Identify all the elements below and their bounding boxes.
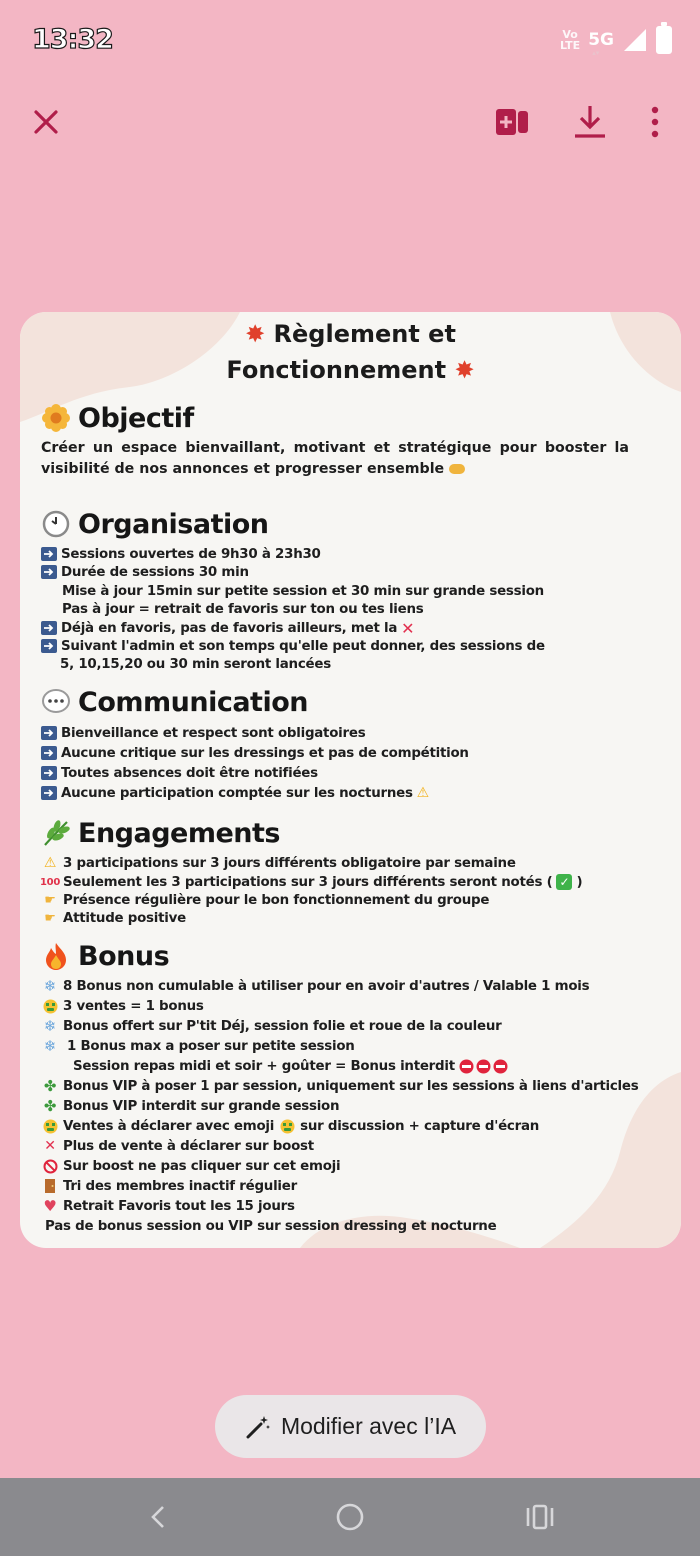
door-icon — [41, 1178, 59, 1194]
right-arrow-icon — [41, 786, 57, 800]
section-heading-organisation: Organisation — [40, 508, 269, 540]
compare-button[interactable] — [484, 90, 540, 154]
snowflake-icon: ❄ — [43, 977, 57, 995]
viewer-toolbar — [0, 90, 700, 154]
close-icon — [32, 108, 60, 136]
right-arrow-icon — [41, 621, 57, 635]
status-time: 13:32 — [32, 24, 113, 55]
nav-back-button[interactable] — [118, 1478, 198, 1556]
organisation-line: Pas à jour = retrait de favoris sur ton ou tes liens — [62, 601, 424, 617]
hundred-points-icon: 100 — [39, 876, 61, 888]
close-button[interactable] — [18, 90, 74, 154]
collision-icon: ✸ — [454, 356, 475, 384]
more-vert-icon — [650, 106, 660, 138]
bonus-line: ♥ Retrait Favoris tout les 15 jours — [41, 1196, 295, 1216]
money-mouth-face-icon — [278, 1118, 296, 1134]
nav-recents-button[interactable] — [500, 1478, 580, 1556]
snowflake-icon: ❄ — [43, 1017, 57, 1035]
communication-line: Aucune participation comptée sur les nocturnes ⚠ — [41, 783, 429, 803]
warning-icon: ⚠ — [43, 855, 57, 871]
battery-icon — [656, 26, 672, 54]
right-arrow-icon — [41, 766, 57, 780]
right-arrow-icon — [41, 547, 57, 561]
magic-wand-icon — [245, 1414, 271, 1440]
speech-bubble-icon — [40, 686, 72, 718]
organisation-line: Suivant l'admin et son temps qu'elle peut donner, des sessions de — [41, 636, 545, 656]
objectif-text: Créer un espace bienvaillant, motivant et stratégique pour booster la visibilité de nos annonces et progresser ensemble — [41, 440, 629, 477]
herb-icon — [40, 817, 72, 849]
volte-indicator: Vo LTE — [559, 28, 581, 52]
organisation-line: Mise à jour 15min sur petite session et 30 min sur grande session — [62, 583, 544, 599]
nav-home-button[interactable] — [310, 1478, 390, 1556]
pointing-hand-icon: ☛ — [44, 910, 56, 926]
bonus-line: Pas de bonus session ou VIP sur session dressing et nocturne — [45, 1218, 497, 1234]
bonus-line: ✕ Plus de vente à déclarer sur boost — [41, 1136, 314, 1156]
home-icon — [335, 1502, 365, 1532]
section-heading-bonus: Bonus — [40, 940, 169, 972]
edit-with-ai-button[interactable] — [215, 1395, 486, 1458]
section-heading-engagements: Engagements — [40, 817, 280, 849]
section-heading-objectif: Objectif — [40, 402, 194, 434]
communication-line: Toutes absences doit être notifiées — [41, 763, 318, 783]
engagements-line: 100 Seulement les 3 participations sur 3 jours différents seront notés ( ✓ ) — [39, 874, 583, 890]
no-entry-icons — [459, 1059, 509, 1074]
system-navigation-bar — [0, 1478, 700, 1556]
money-mouth-face-icon — [41, 998, 59, 1014]
cross-mark-icon: ✕ — [44, 1138, 56, 1154]
section-heading-communication: Communication — [40, 686, 308, 718]
more-options-button[interactable] — [627, 90, 683, 154]
check-mark-button-icon: ✓ — [556, 874, 572, 890]
broken-heart-icon: ♥ — [43, 1197, 57, 1215]
four-leaf-clover-icon: ✤ — [43, 1097, 57, 1115]
bonus-line: ✤ Bonus VIP à poser 1 par session, uniquement sur les sessions à liens d'articles — [41, 1076, 638, 1096]
bonus-line: ❄ 1 Bonus max a poser sur petite session — [41, 1036, 355, 1056]
bonus-line: ❄ Bonus offert sur P'tit Déj, session folie et roue de la couleur — [41, 1016, 501, 1036]
flower-icon — [40, 402, 72, 434]
bonus-line: Ventes à déclarer avec emoji sur discussion + capture d'écran — [41, 1116, 539, 1136]
recents-icon — [525, 1504, 555, 1530]
document-image[interactable] — [20, 312, 681, 1248]
organisation-line: 5, 10,15,20 ou 30 min seront lancées — [60, 656, 331, 672]
status-indicators — [559, 26, 672, 57]
engagements-line: ☛ Présence régulière pour le bon fonctionnement du groupe — [41, 890, 489, 910]
bonus-line: Tri des membres inactif régulier — [41, 1176, 297, 1196]
document-title-line2: Fonctionnement ✸ — [226, 356, 475, 384]
fire-icon — [40, 940, 72, 972]
collision-icon: ✸ — [245, 320, 266, 348]
data-activity-icon: ▴▾ — [592, 49, 600, 57]
snowflake-icon: ❄ — [43, 1037, 57, 1055]
organisation-line: Déjà en favoris, pas de favoris ailleurs, met la ✕ — [41, 618, 414, 638]
bonus-line: ✤ Bonus VIP interdit sur grande session — [41, 1096, 339, 1116]
engagements-line: ☛ Attitude positive — [41, 908, 186, 928]
right-arrow-icon — [41, 639, 57, 653]
organisation-line: Sessions ouvertes de 9h30 à 23h30 — [41, 544, 321, 564]
prohibited-icon — [41, 1158, 59, 1174]
organisation-line: Durée de sessions 30 min — [41, 562, 249, 582]
right-arrow-icon — [41, 565, 57, 579]
back-icon — [147, 1504, 169, 1530]
four-leaf-clover-icon: ✤ — [43, 1077, 57, 1095]
right-arrow-icon — [41, 746, 57, 760]
warning-icon: ⚠ — [416, 785, 429, 801]
status-bar — [0, 0, 700, 80]
pointing-hand-icon: ☛ — [44, 892, 56, 908]
communication-line: Bienveillance et respect sont obligatoires — [41, 723, 365, 743]
network-type: 5G ▴▾ — [588, 30, 614, 57]
communication-line: Aucune critique sur les dressings et pas de compétition — [41, 743, 469, 763]
compare-icon — [495, 107, 529, 137]
engagements-line: ⚠ 3 participations sur 3 jours différents obligatoire par semaine — [41, 853, 516, 873]
bonus-line: Session repas midi et soir + goûter = Bonus interdit — [73, 1056, 509, 1076]
clock-icon — [40, 508, 72, 540]
handshake-icon — [449, 464, 465, 474]
bonus-line: ❄ 8 Bonus non cumulable à utiliser pour en avoir d'autres / Valable 1 mois — [41, 976, 589, 996]
signal-icon — [622, 27, 648, 53]
download-button[interactable] — [562, 90, 618, 154]
document-title: ✸ Règlement et — [245, 320, 456, 348]
money-mouth-face-icon — [41, 1118, 59, 1134]
bonus-line: 3 ventes = 1 bonus — [41, 996, 204, 1016]
bonus-line: Sur boost ne pas cliquer sur cet emoji — [41, 1156, 340, 1176]
document-content — [20, 312, 681, 1248]
cross-mark-icon: ✕ — [401, 618, 415, 638]
edit-with-ai-label: Modifier avec l’IA — [280, 1413, 457, 1439]
download-icon — [573, 104, 607, 140]
right-arrow-icon — [41, 726, 57, 740]
